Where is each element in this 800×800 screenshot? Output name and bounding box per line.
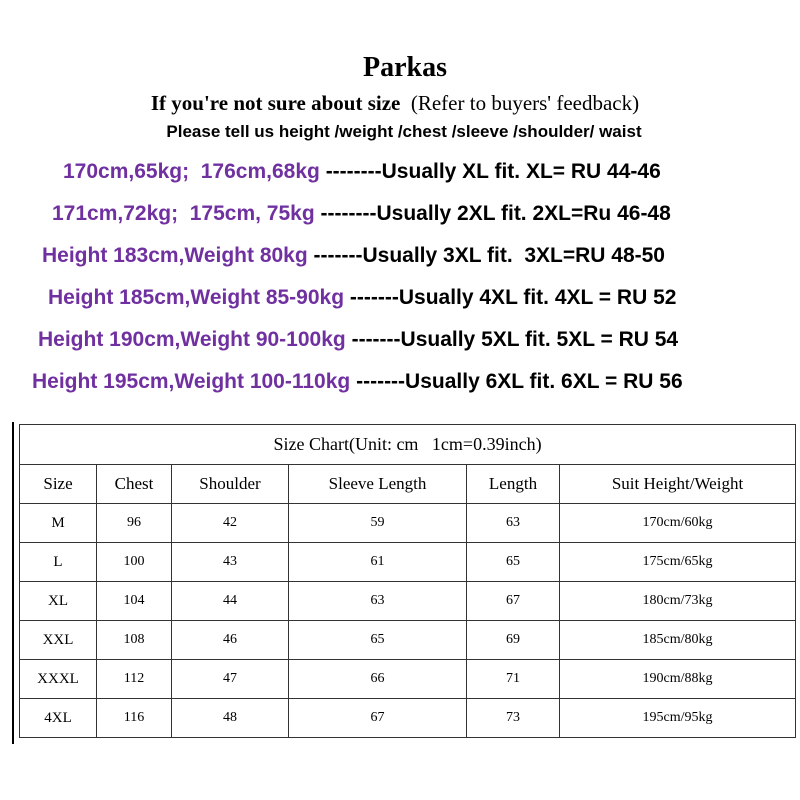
fit-advice: Usually 5XL fit. 5XL = RU 54	[400, 328, 679, 351]
fit-separator: -------	[313, 244, 363, 267]
left-border-line	[12, 422, 14, 744]
fit-line	[0, 244, 800, 268]
chest-cell: 104	[97, 582, 172, 621]
fit-advice: Usually XL fit. XL= RU 44-46	[381, 160, 661, 183]
fit-measurement: Height 185cm,Weight 85-90kg	[48, 286, 345, 309]
fit-measurement: Height 183cm,Weight 80kg	[42, 244, 308, 267]
column-header-suit-height-weight: Suit Height/Weight	[560, 465, 796, 504]
column-header-size: Size	[20, 465, 97, 504]
table-row	[20, 582, 796, 621]
size-cell: XXL	[20, 621, 97, 660]
measurement-request: Please tell us height /weight /chest /sleeve /shoulder/ waist	[166, 122, 642, 141]
fit-advice: Usually 3XL fit. 3XL=RU 48-50	[362, 244, 665, 267]
subtitle-spacer	[400, 91, 411, 115]
fit-separator: -------	[351, 328, 401, 351]
sleeve-length-cell: 61	[289, 543, 467, 582]
fit-separator: --------	[320, 202, 377, 225]
column-header-chest: Chest	[97, 465, 172, 504]
length-cell: 73	[467, 699, 560, 738]
fit-line	[0, 202, 800, 226]
fit-measurement: 170cm,65kg; 176cm,68kg	[63, 160, 320, 183]
column-header-sleeve-length: Sleeve Length	[289, 465, 467, 504]
suit-height-weight-cell: 170cm/60kg	[560, 504, 796, 543]
size-cell: XL	[20, 582, 97, 621]
sleeve-length-cell: 66	[289, 660, 467, 699]
sleeve-length-cell: 67	[289, 699, 467, 738]
column-header-length: Length	[467, 465, 560, 504]
fit-separator: -------	[356, 370, 406, 393]
fit-advice: Usually 4XL fit. 4XL = RU 52	[398, 286, 677, 309]
size-help-question: If you're not sure about size	[150, 91, 401, 115]
chest-cell: 116	[97, 699, 172, 738]
fit-separator: -------	[349, 286, 399, 309]
table-row	[20, 699, 796, 738]
size-cell: L	[20, 543, 97, 582]
table-row	[20, 621, 796, 660]
chest-cell: 100	[97, 543, 172, 582]
shoulder-cell: 42	[172, 504, 289, 543]
fit-line	[0, 370, 800, 394]
table-header-row	[20, 465, 796, 504]
fit-advice: Usually 6XL fit. 6XL = RU 56	[405, 370, 683, 393]
size-chart-table	[19, 424, 796, 738]
shoulder-cell: 44	[172, 582, 289, 621]
shoulder-cell: 46	[172, 621, 289, 660]
fit-line	[0, 286, 800, 310]
shoulder-cell: 43	[172, 543, 289, 582]
table-row	[20, 660, 796, 699]
suit-height-weight-cell: 175cm/65kg	[560, 543, 796, 582]
length-cell: 65	[467, 543, 560, 582]
length-cell: 69	[467, 621, 560, 660]
chest-cell: 96	[97, 504, 172, 543]
table-row	[20, 504, 796, 543]
suit-height-weight-cell: 185cm/80kg	[560, 621, 796, 660]
size-chart-caption: Size Chart(Unit: cm 1cm=0.39inch)	[20, 425, 796, 465]
fit-measurement: Height 195cm,Weight 100-110kg	[32, 370, 351, 393]
shoulder-cell: 47	[172, 660, 289, 699]
suit-height-weight-cell: 195cm/95kg	[560, 699, 796, 738]
length-cell: 63	[467, 504, 560, 543]
sleeve-length-cell: 59	[289, 504, 467, 543]
fit-line	[0, 160, 800, 184]
suit-height-weight-cell: 180cm/73kg	[560, 582, 796, 621]
chest-cell: 108	[97, 621, 172, 660]
fit-measurement: Height 190cm,Weight 90-100kg	[38, 328, 346, 351]
sleeve-length-cell: 63	[289, 582, 467, 621]
chest-cell: 112	[97, 660, 172, 699]
size-help-reference: (Refer to buyers' feedback)	[410, 91, 640, 115]
shoulder-cell: 48	[172, 699, 289, 738]
size-cell: 4XL	[20, 699, 97, 738]
size-help-subtitle	[0, 91, 790, 116]
suit-height-weight-cell: 190cm/88kg	[560, 660, 796, 699]
fit-advice: Usually 2XL fit. 2XL=Ru 46-48	[376, 202, 671, 225]
fit-line	[0, 328, 800, 352]
fit-separator: --------	[325, 160, 382, 183]
sleeve-length-cell: 65	[289, 621, 467, 660]
size-chart-caption-row	[20, 425, 796, 465]
size-cell: M	[20, 504, 97, 543]
length-cell: 67	[467, 582, 560, 621]
size-cell: XXXL	[20, 660, 97, 699]
length-cell: 71	[467, 660, 560, 699]
fit-measurement: 171cm,72kg; 175cm, 75kg	[52, 202, 315, 225]
page-title: Parkas	[363, 52, 447, 83]
table-row	[20, 543, 796, 582]
column-header-shoulder: Shoulder	[172, 465, 289, 504]
